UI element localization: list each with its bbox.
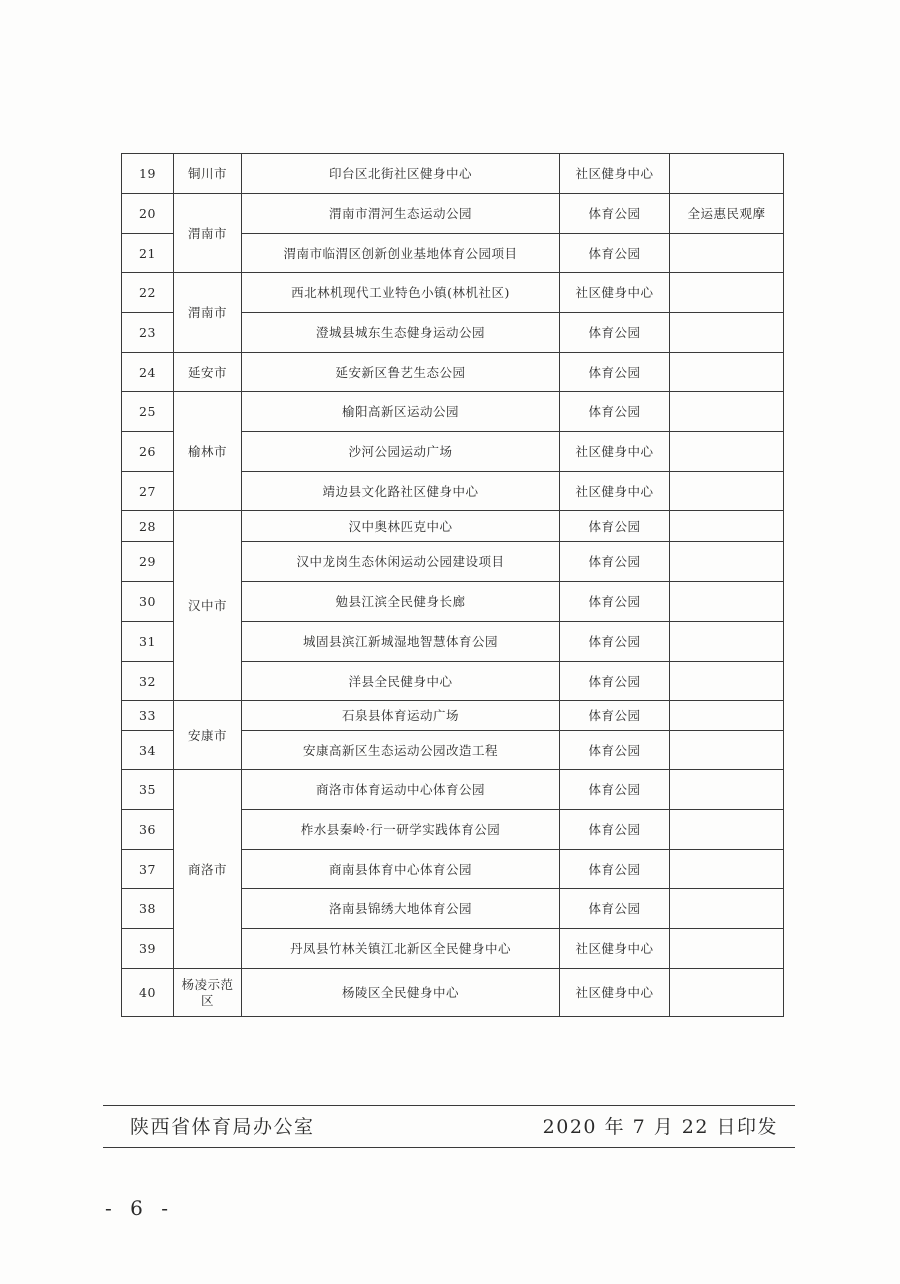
venue-name: 勉县江滨全民健身长廊	[242, 582, 560, 622]
venue-type: 社区健身中心	[560, 969, 670, 1017]
venue-name: 印台区北街社区健身中心	[242, 154, 560, 194]
remark-cell	[670, 770, 784, 810]
table-row	[122, 770, 784, 810]
row-number: 32	[122, 662, 174, 701]
venue-type: 体育公园	[560, 511, 670, 542]
venue-name: 商南县体育中心体育公园	[242, 850, 560, 889]
row-number: 19	[122, 154, 174, 194]
remark-cell	[670, 850, 784, 889]
remark-cell	[670, 313, 784, 353]
venue-type: 体育公园	[560, 313, 670, 353]
row-number: 25	[122, 392, 174, 432]
table-row	[122, 353, 784, 392]
remark-cell	[670, 622, 784, 662]
venue-name: 榆阳高新区运动公园	[242, 392, 560, 432]
remark-cell	[670, 889, 784, 929]
venue-type: 社区健身中心	[560, 929, 670, 969]
city-cell: 安康市	[174, 701, 242, 770]
remark-cell	[670, 273, 784, 313]
row-number: 40	[122, 969, 174, 1017]
venue-type: 体育公园	[560, 542, 670, 582]
issue-date: 2020 年 7 月 22 日印发	[542, 1116, 778, 1138]
row-number: 31	[122, 622, 174, 662]
venue-name: 洛南县锦绣大地体育公园	[242, 889, 560, 929]
row-number: 33	[122, 701, 174, 731]
city-cell: 铜川市	[174, 154, 242, 194]
venue-type: 社区健身中心	[560, 472, 670, 511]
venue-type: 社区健身中心	[560, 273, 670, 313]
remark-cell	[670, 392, 784, 432]
issuing-office: 陕西省体育局办公室	[130, 1116, 315, 1138]
remark-cell	[670, 432, 784, 472]
row-number: 23	[122, 313, 174, 353]
venue-type: 社区健身中心	[560, 154, 670, 194]
row-number: 34	[122, 731, 174, 770]
venue-type: 体育公园	[560, 622, 670, 662]
venue-type: 体育公园	[560, 662, 670, 701]
venue-name: 杨陵区全民健身中心	[242, 969, 560, 1017]
remark-cell	[670, 472, 784, 511]
remark-cell	[670, 662, 784, 701]
venue-type: 体育公园	[560, 353, 670, 392]
remark-cell	[670, 969, 784, 1017]
venue-type: 体育公园	[560, 850, 670, 889]
venue-name: 商洛市体育运动中心体育公园	[242, 770, 560, 810]
venue-name: 柞水县秦岭·行一研学实践体育公园	[242, 810, 560, 850]
remark-cell	[670, 154, 784, 194]
venue-name: 靖边县文化路社区健身中心	[242, 472, 560, 511]
table-row	[122, 969, 784, 1017]
table-row	[122, 154, 784, 194]
venue-type: 体育公园	[560, 889, 670, 929]
remark-cell: 全运惠民观摩	[670, 194, 784, 234]
venue-name: 渭南市临渭区创新创业基地体育公园项目	[242, 234, 560, 273]
remark-cell	[670, 234, 784, 273]
remark-cell	[670, 701, 784, 731]
venue-name: 石泉县体育运动广场	[242, 701, 560, 731]
venue-name: 洋县全民健身中心	[242, 662, 560, 701]
row-number: 21	[122, 234, 174, 273]
row-number: 35	[122, 770, 174, 810]
remark-cell	[670, 929, 784, 969]
venue-name: 澄城县城东生态健身运动公园	[242, 313, 560, 353]
city-cell: 延安市	[174, 353, 242, 392]
table-row	[122, 273, 784, 313]
row-number: 27	[122, 472, 174, 511]
venue-type: 社区健身中心	[560, 432, 670, 472]
city-cell: 汉中市	[174, 511, 242, 701]
venue-name: 西北林机现代工业特色小镇(林机社区)	[242, 273, 560, 313]
city-cell: 渭南市	[174, 273, 242, 353]
footer-rule-top	[103, 1105, 795, 1106]
venue-type: 体育公园	[560, 770, 670, 810]
row-number: 26	[122, 432, 174, 472]
city-cell: 商洛市	[174, 770, 242, 969]
table-row	[122, 392, 784, 432]
row-number: 36	[122, 810, 174, 850]
venue-table	[121, 153, 784, 1017]
row-number: 38	[122, 889, 174, 929]
row-number: 37	[122, 850, 174, 889]
remark-cell	[670, 582, 784, 622]
venue-type: 体育公园	[560, 392, 670, 432]
venue-type: 体育公园	[560, 810, 670, 850]
remark-cell	[670, 731, 784, 770]
row-number: 39	[122, 929, 174, 969]
venue-type: 体育公园	[560, 701, 670, 731]
venue-type: 体育公园	[560, 194, 670, 234]
city-cell: 渭南市	[174, 194, 242, 273]
venue-name: 丹凤县竹林关镇江北新区全民健身中心	[242, 929, 560, 969]
remark-cell	[670, 511, 784, 542]
row-number: 29	[122, 542, 174, 582]
row-number: 22	[122, 273, 174, 313]
remark-cell	[670, 810, 784, 850]
venue-name: 渭南市渭河生态运动公园	[242, 194, 560, 234]
venue-name: 安康高新区生态运动公园改造工程	[242, 731, 560, 770]
row-number: 30	[122, 582, 174, 622]
remark-cell	[670, 542, 784, 582]
row-number: 28	[122, 511, 174, 542]
remark-cell	[670, 353, 784, 392]
table-row	[122, 701, 784, 731]
table-row	[122, 194, 784, 234]
venue-type: 体育公园	[560, 731, 670, 770]
city-cell: 榆林市	[174, 392, 242, 511]
venue-name: 延安新区鲁艺生态公园	[242, 353, 560, 392]
row-number: 24	[122, 353, 174, 392]
venue-name: 城固县滨江新城湿地智慧体育公园	[242, 622, 560, 662]
venue-name: 汉中龙岗生态休闲运动公园建设项目	[242, 542, 560, 582]
footer-rule-bottom	[103, 1147, 795, 1148]
row-number: 20	[122, 194, 174, 234]
venue-type: 体育公园	[560, 234, 670, 273]
table-row	[122, 511, 784, 542]
venue-type: 体育公园	[560, 582, 670, 622]
city-cell: 杨凌示范区	[174, 969, 242, 1017]
venue-name: 沙河公园运动广场	[242, 432, 560, 472]
page-number: - 6 -	[105, 1196, 174, 1220]
venue-name: 汉中奥林匹克中心	[242, 511, 560, 542]
